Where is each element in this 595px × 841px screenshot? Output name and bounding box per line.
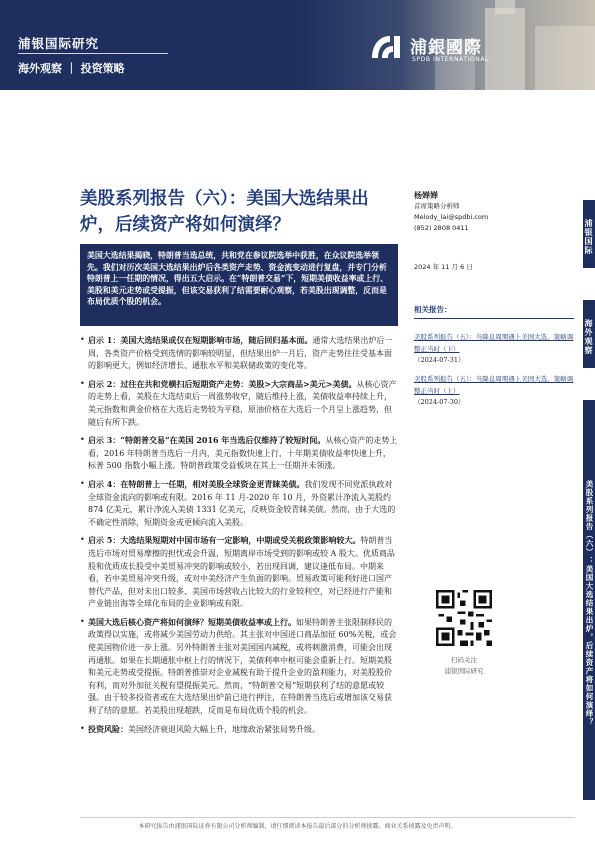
related-divider [414, 318, 574, 319]
bullet-6 [80, 616, 398, 718]
spdbi-logo-icon [368, 30, 406, 64]
bullet-7-heading: 投资风险： [88, 723, 128, 734]
footer-disclaimer: 本研究报告由浦银国际证券有限公司分析师编制，请仔细阅读本报告最后部分的分析师披露、商业关系披露及免责声明。 [138, 823, 457, 830]
bullet-3 [80, 434, 398, 473]
analyst-name: 杨婵婵 [414, 190, 438, 200]
brand-divider [18, 53, 168, 54]
bullet-3-text: 从核心资产的走势上看，2016 年特朗普当选后一月内，美元指数快速上行，十年期美债收益率快速上升，标普 500 指数小幅上涨。特朗普政策受益板块在其上一任期并未领涨。 [88, 436, 398, 471]
bullet-6-heading: 美国大选后核心资产将如何演绎？短期美债收益率或上行。 [88, 616, 296, 627]
analyst-info [414, 190, 574, 234]
bullet-5-text: 特朗普当选后市场对贸易摩擦的担忧或会升温，短期离岸市场受到的影响或较 A 股大。优质商品股和优质成长股受中美贸易冲突的影响或较小，若出现回调，建议逢低布局。中期来看，若中美贸易冲突升级，或对中美经济产生负面的影响。贸易政策可能利好进口国产替代产品，但对未出口较多、美国市场营收占比较大的行业较利空，对已经进行产能和产业链出海等全球化布局的企业影响或有限。 [88, 536, 395, 609]
bullet-7-text: 美国经济衰退风险大幅上升，地缘政治紧张局势升级。 [128, 724, 320, 734]
footer-divider [80, 817, 575, 818]
related-report-2-date: （2024-07-30） [414, 398, 465, 407]
report-body [80, 334, 398, 741]
bullet-3-heading: 启示 3：“特朗普交易”在美国 2016 年当选后仅维持了较短时间。 [88, 435, 326, 446]
bullet-1-text: 通常大选结果出炉后一周，各类资产价格受到选情的影响较明显，但结果出炉一月后，资产走势往往受基本面的影响更大，例如经济增长、通胀水平和美联储政策的变化等。 [88, 336, 393, 371]
logo-text: 浦銀國際 [410, 38, 482, 58]
qr-caption [414, 655, 514, 677]
bullet-1 [80, 334, 398, 373]
bullet-4-text: 我们发现不同党派执政对全球资金流向的影响或有限。2016 年 11 月-2020 年 10 月，外资累计净流入美股约 874 亿美元，累计净流入美债 1331 亿美元，反映资金较青睐美债。然而，由于大选的不确定性消除，短期资金或更倾向流入美股。 [88, 479, 396, 527]
bullet-4-heading: 启示 4：在特朗普上一任期，相对美股全球资金更青睐美债。 [88, 478, 305, 489]
related-report-1-date: （2024-07-31） [414, 356, 465, 365]
bullet-7 [80, 723, 398, 737]
header-banner [0, 0, 595, 90]
bullet-2 [80, 378, 398, 429]
bullet-2-text: 从核心资产的走势上看，美股在大选结束后一周涨势收窄，随后维持上涨，美债收益率持续上升，美元指数和黄金价格在大选后走势较为平稳，原油价格在大选后一个月呈上涨趋势，但随后有所下跌。 [88, 379, 397, 427]
related-report-1 [414, 332, 579, 367]
related-report-1-link[interactable]: 美股系列报告（五）：当降息周期遇上美国大选，策略调整正当时（下） [414, 333, 574, 353]
analyst-role: 首席策略分析师 [414, 202, 460, 210]
qr-caption-line-2: 浦银国际研究 [444, 667, 484, 675]
related-reports-title: 相关报告： [414, 305, 452, 314]
bullet-5-heading: 启示 5：大选结果短期对中国市场有一定影响，中期或受关税政策影响较大。 [88, 535, 361, 546]
bullet-4 [80, 478, 398, 529]
related-report-2-link[interactable]: 美股系列报告（五）：当降息周期遇上美国大选，策略调整正当时（上） [414, 375, 574, 395]
summary-box: 美国大选结果揭晓，特朗普当选总统，共和党在参议院选举中获胜，在众议院选举领先。我们对历次美国大选结果出炉后各类资产走势、资金流变动进行复盘，并专门分析特朗普上一任期的情况，得出五大启示。在“特朗普交易”下，短期美债收益率或上行、美股和美元走势或受提振，但该交易获利了结需要耐心观察，若美股出现调整，反而是布局优质个股的机会。 [80, 244, 398, 326]
bullet-2-heading: 启示 2：过往在共和党横扫后短期资产走势：美股>大宗商品>美元>美债。 [88, 378, 357, 389]
related-report-2 [414, 374, 579, 409]
side-tab-section: 海外观察 [583, 300, 595, 368]
qr-code-icon [436, 590, 492, 646]
report-title: 美股系列报告（六）：美国大选结果出炉，后续资产将如何演绎？ [80, 189, 369, 235]
side-tab-report-title: 美股系列报告（六）：美国大选结果出炉，后续资产将如何演绎？ [583, 400, 595, 800]
analyst-email[interactable]: Melody_lai@spdbi.com [414, 213, 489, 221]
qr-caption-line-1: 扫码关注 [451, 656, 477, 664]
analyst-phone: (852) 2808 0411 [414, 224, 469, 232]
side-tab-brand: 浦银国际 [583, 200, 595, 268]
logo-english: SPDB INTERNATIONAL [412, 56, 489, 63]
report-date: 2024 年 11 月 6 日 [414, 263, 473, 271]
bullet-1-heading: 启示 1：美国大选结果或仅在短期影响市场，随后回归基本面。 [88, 335, 313, 345]
brand-subtitle: 海外观察 ｜ 投资策略 [18, 62, 125, 75]
bullet-5 [80, 534, 398, 611]
bullet-6-text: 如果特朗普主张限制移民的政策得以实施，或将减少美国劳动力供给。其主张对中国进口商品加征 60%关税，或会使美国物价进一步上涨。另外特朗普主张对美国国内减税，或将刺激消费，可能会出现再通胀。如果在长期通胀中枢上行的情况下，美债利率中枢可能会重新上行。短期美股和美元走势或受提振。特朗普推崇对企业减税有助于提升企业的盈利能力，对美股股价有利，而对外加征关税有望提振美元。然而，“特朗普交易”短期获利了结的意愿或较强。由于较多投资者或在大选结果出炉前已进行押注，在特朗普当选后或增加该交易获利了结的意愿。若美股出现超跌，反而是布局优质个股的机会。 [88, 617, 397, 716]
brand-title: 浦银国际研究 [18, 36, 100, 51]
